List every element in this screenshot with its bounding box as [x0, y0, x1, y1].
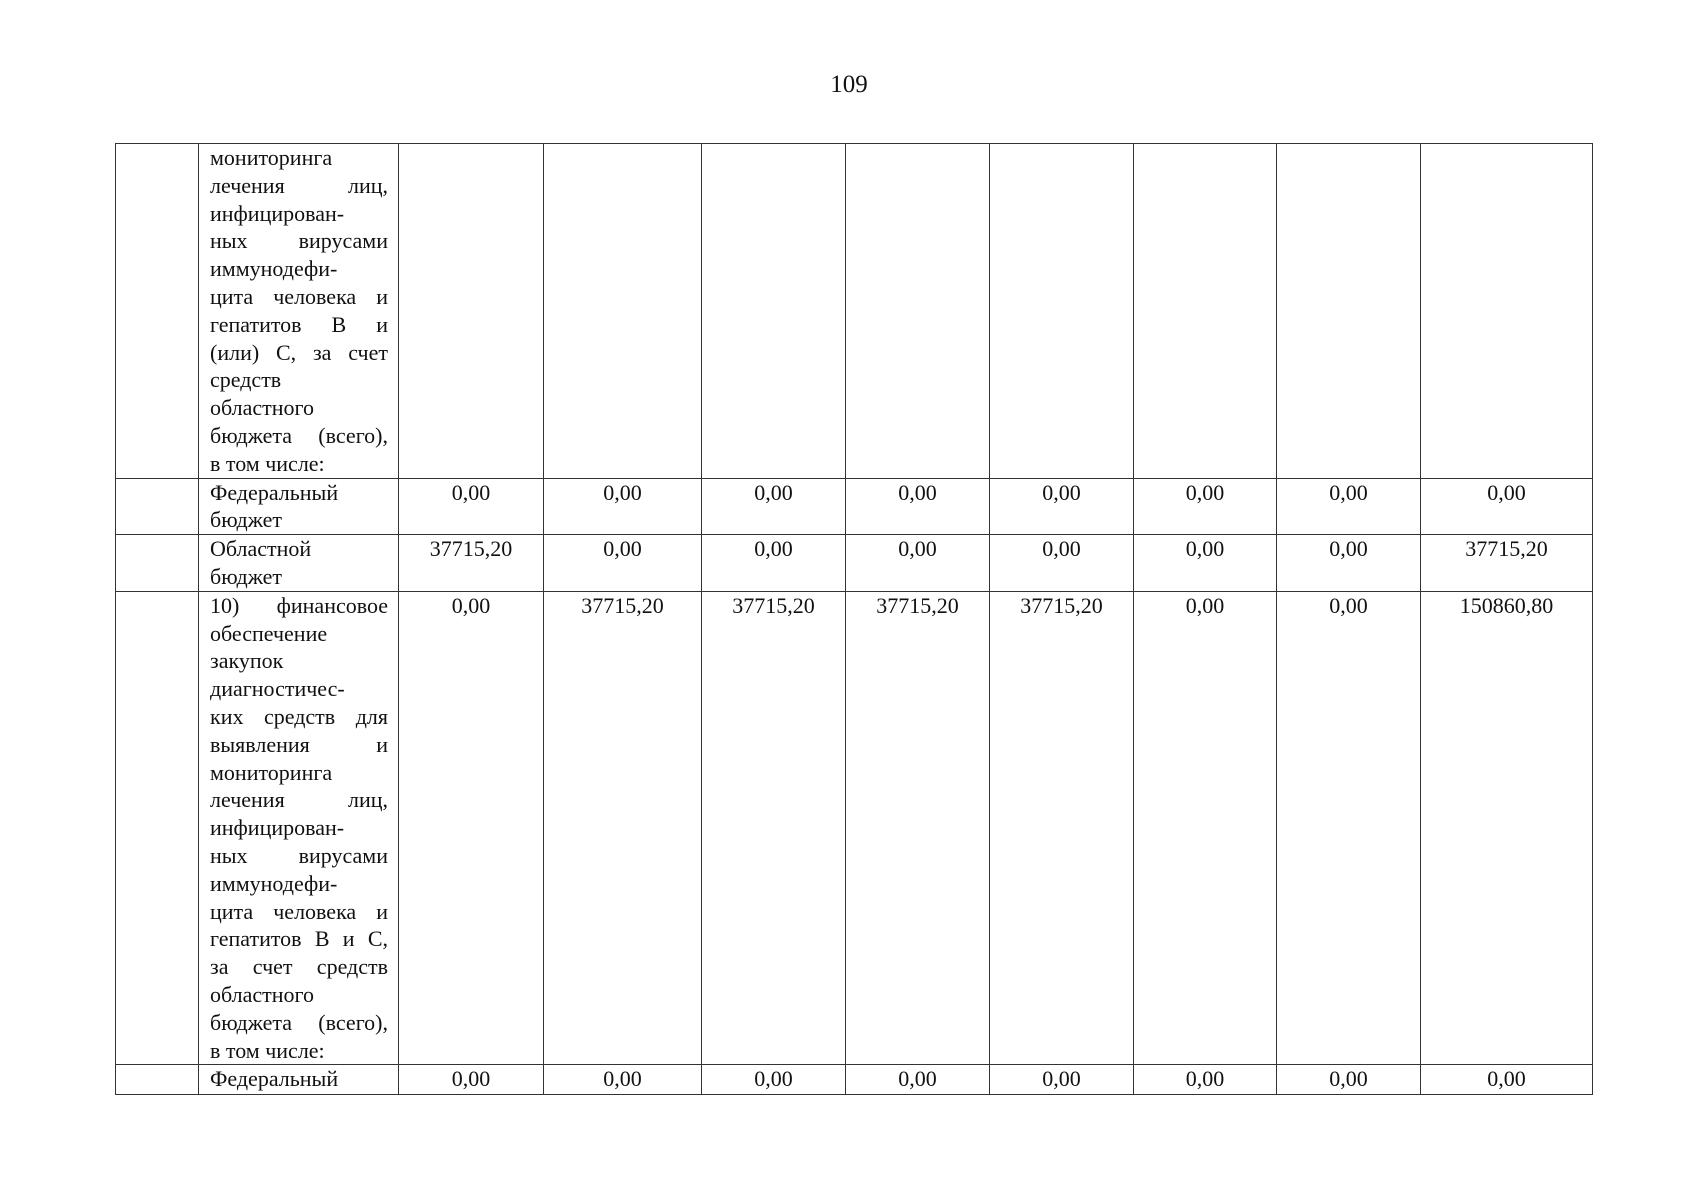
- description-line: инфицирован-: [210, 200, 345, 226]
- description-line: бюджет: [210, 563, 282, 589]
- value-cell: 0,00: [1421, 478, 1593, 535]
- value-cell: 0,00: [1134, 535, 1277, 592]
- value-cell: 37715,20: [1421, 535, 1593, 592]
- description-line: гепатитов B и C,: [210, 926, 388, 952]
- description-line: иммунодефи-: [210, 870, 338, 896]
- description-line: выявления и: [210, 731, 388, 757]
- value-cell: 0,00: [399, 591, 544, 1065]
- row-number-cell: [116, 1065, 199, 1095]
- table-row: [116, 144, 1593, 479]
- value-cell: [399, 144, 544, 479]
- value-cell: 0,00: [846, 535, 990, 592]
- row-description-cell: [199, 591, 399, 1065]
- description-line: мониторинга: [210, 145, 333, 170]
- table-row: [116, 535, 1593, 592]
- value-cell: 0,00: [544, 1065, 702, 1095]
- description-line: лечения лиц,: [210, 787, 388, 813]
- description-line: ных вирусами: [210, 842, 388, 868]
- value-cell: 37715,20: [399, 535, 544, 592]
- value-cell: 0,00: [1277, 478, 1421, 535]
- value-cell: 0,00: [702, 1065, 846, 1095]
- budget-table: [115, 143, 1593, 1095]
- row-description-cell: [199, 1065, 399, 1095]
- description-line: цита человека и: [210, 283, 388, 309]
- row-number-cell: [116, 144, 199, 479]
- value-cell: 0,00: [544, 535, 702, 592]
- value-cell: 0,00: [846, 1065, 990, 1095]
- description-line: в том числе:: [210, 1037, 325, 1063]
- value-cell: [990, 144, 1134, 479]
- value-cell: 0,00: [990, 478, 1134, 535]
- table-row: [116, 478, 1593, 535]
- value-cell: 0,00: [1134, 1065, 1277, 1095]
- description-line: бюджет: [210, 507, 282, 533]
- value-cell: [702, 144, 846, 479]
- value-cell: [846, 144, 990, 479]
- table-row: [116, 591, 1593, 1065]
- description-line: диагностичес-: [210, 676, 345, 702]
- value-cell: [1277, 144, 1421, 479]
- table-body: [116, 144, 1593, 1095]
- value-cell: 37715,20: [544, 591, 702, 1065]
- description-line: ких средств для: [210, 703, 388, 729]
- value-cell: [1134, 144, 1277, 479]
- value-cell: 0,00: [990, 1065, 1134, 1095]
- description-line: областного: [210, 981, 315, 1007]
- description-line: закупок: [210, 648, 284, 674]
- value-cell: 0,00: [399, 1065, 544, 1095]
- value-cell: 0,00: [399, 478, 544, 535]
- value-cell: 150860,80: [1421, 591, 1593, 1065]
- value-cell: 37715,20: [846, 591, 990, 1065]
- description-line: Федеральный: [210, 1066, 339, 1092]
- description-line: Областной: [210, 536, 312, 562]
- description-line: мониторинга: [210, 759, 333, 785]
- description-line: бюджета (всего),: [210, 422, 388, 448]
- description-line: в том числе:: [210, 450, 325, 476]
- page-number: 109: [830, 71, 868, 98]
- description-line: гепатитов B и: [210, 311, 388, 337]
- description-line: обеспечение: [210, 620, 328, 646]
- row-number-cell: [116, 535, 199, 592]
- value-cell: 37715,20: [990, 591, 1134, 1065]
- description-line: Федеральный: [210, 479, 339, 505]
- value-cell: 0,00: [1421, 1065, 1593, 1095]
- row-number-cell: [116, 591, 199, 1065]
- value-cell: 0,00: [1277, 591, 1421, 1065]
- description-line: (или) C, за счет: [210, 339, 388, 365]
- row-number-cell: [116, 478, 199, 535]
- value-cell: 0,00: [544, 478, 702, 535]
- value-cell: 0,00: [702, 478, 846, 535]
- description-line: бюджета (всего),: [210, 1009, 388, 1035]
- description-line: лечения лиц,: [210, 172, 388, 198]
- row-description-cell: [199, 478, 399, 535]
- value-cell: 0,00: [1277, 1065, 1421, 1095]
- value-cell: [544, 144, 702, 479]
- description-line: цита человека и: [210, 898, 388, 924]
- row-description-cell: [199, 144, 399, 479]
- table-row: [116, 1065, 1593, 1095]
- value-cell: 0,00: [1134, 591, 1277, 1065]
- value-cell: 0,00: [1277, 535, 1421, 592]
- description-line: средств: [210, 367, 282, 393]
- description-line: ных вирусами: [210, 228, 388, 254]
- value-cell: 0,00: [990, 535, 1134, 592]
- description-line: за счет средств: [210, 954, 388, 980]
- value-cell: [1421, 144, 1593, 479]
- description-line: 10) финансовое: [210, 592, 388, 618]
- row-description-cell: [199, 535, 399, 592]
- description-line: иммунодефи-: [210, 256, 338, 282]
- value-cell: 0,00: [846, 478, 990, 535]
- description-line: инфицирован-: [210, 815, 345, 841]
- value-cell: 0,00: [702, 535, 846, 592]
- value-cell: 37715,20: [702, 591, 846, 1065]
- value-cell: 0,00: [1134, 478, 1277, 535]
- description-line: областного: [210, 395, 315, 421]
